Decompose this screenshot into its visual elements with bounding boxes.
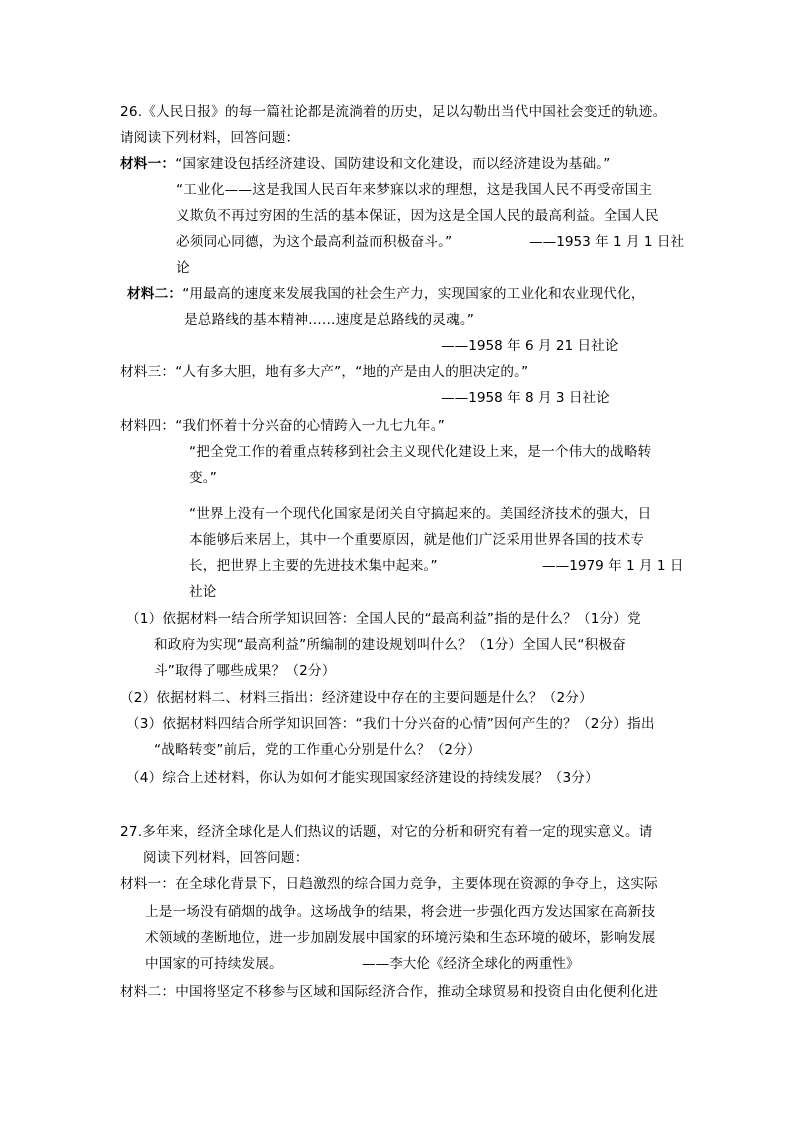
q26-intro-line-2: 请阅读下列材料，回答问题：: [120, 130, 300, 146]
material-label: 材料二：: [127, 286, 183, 302]
q26-material-4-line: “世界上没有一个现代化国家是闭关自守搞起来的。美国经济技术的强大，日: [189, 506, 652, 522]
q26-material-1-line: 必须同心同德，为这个最高利益而积极奋斗。”: [176, 234, 453, 250]
q27-material-1-line: 中国家的可持续发展。: [145, 956, 283, 972]
material-text: “我们怀着十分兴奋的心情跨入一九七九年。”: [175, 418, 445, 434]
material-text: “国家建设包括经济建设、国防建设和文化建设，而以经济建设为基础。”: [175, 156, 611, 172]
q27-material-1-source: ——李大伦《经济全球化的两重性》: [362, 956, 580, 972]
q26-material-1-first-line: [120, 155, 610, 173]
q27-material-2-first-line: [120, 983, 658, 1001]
q26-material-1-line: “工业化——这是我国人民百年来梦寐以求的理想，这是我国人民不再受帝国主: [176, 182, 653, 198]
q27-intro-line-2: 阅读下列材料，回答问题：: [143, 850, 309, 866]
material-text: 在全球化背景下，日趋激烈的综合国力竞争，主要体现在资源的争夺上，这实际: [175, 876, 658, 892]
material-text: “人有多大胆，地有多大产”，“地的产是由人的胆决定的。”: [175, 364, 529, 380]
q26-question-3: （3）依据材料四结合所学知识回答：“我们十分兴奋的心情”因何产生的？（2分）指出: [126, 716, 655, 732]
material-label: 材料三：: [120, 364, 176, 380]
q26-material-4-first-line: [120, 417, 445, 435]
material-text: “用最高的速度来发展我国的社会生产力，实现国家的工业化和农业现代化，: [182, 286, 645, 302]
material-label: 材料一：: [120, 876, 176, 892]
q27-material-1-first-line: [120, 875, 658, 893]
q26-material-3-source: ——1958 年 8 月 3 日社论: [441, 390, 610, 406]
q26-material-3-first-line: [120, 363, 528, 381]
q26-material-1-source-tail: 论: [176, 260, 190, 276]
q26-material-2-first-line: [127, 285, 645, 303]
material-label: 材料四：: [120, 418, 176, 434]
q27-intro-line-1: 27.多年来，经济全球化是人们热议的话题，对它的分析和研究有着一定的现实意义。请: [120, 824, 653, 840]
q26-material-4-source: ——1979 年 1 月 1 日: [542, 558, 684, 574]
q26-material-2-source: ——1958 年 6 月 21 日社论: [441, 338, 619, 354]
q26-material-4-line: 长，把世界上主要的先进技术集中起来。”: [189, 558, 438, 574]
q26-material-1-source: ——1953 年 1 月 1 日社: [529, 234, 685, 250]
q26-material-4-line: 本能够后来居上，其中一个重要原因，就是他们广泛采用世界各国的技术专: [189, 532, 645, 548]
q26-question-4: （4）综合上述材料，你认为如何才能实现国家经济建设的持续发展？（3分）: [126, 770, 599, 786]
q26-question-1-cont: 斗”取得了哪些成果？（2分）: [154, 663, 336, 679]
material-label: 材料二：: [120, 984, 176, 1000]
q26-question-3-cont: “战略转变”前后，党的工作重心分别是什么？（2分）: [154, 742, 481, 758]
q27-material-1-line: 上是一场没有硝烟的战争。这场战争的结果，将会进一步强化西方发达国家在高新技: [145, 904, 656, 920]
q26-material-4-line: “把全党工作的着重点转移到社会主义现代化建设上来，是一个伟大的战略转: [189, 444, 652, 460]
q26-intro-line-1: 26.《人民日报》的每一篇社论都是流淌着的历史，足以勾勒出当代中国社会变迁的轨迹。: [120, 104, 667, 120]
q26-material-2-line: 是总路线的基本精神……速度是总路线的灵魂。”: [184, 312, 475, 328]
material-label: 材料一：: [120, 156, 176, 172]
q26-material-1-line: 义欺负不再过穷困的生活的基本保证，因为这是全国人民的最高利益。全国人民: [176, 208, 659, 224]
q26-question-1: （1）依据材料一结合所学知识回答：全国人民的“最高利益”指的是什么？（1分）党: [126, 611, 641, 627]
q27-material-1-line: 术领域的垄断地位，进一步加剧发展中国家的环境污染和生态环境的破坏，影响发展: [145, 930, 656, 946]
q26-material-4-source-tail: 社论: [189, 584, 217, 600]
q26-question-1-cont: 和政府为实现“最高利益”所编制的建设规划叫什么？（1分）全国人民“积极奋: [154, 637, 626, 653]
material-text: 中国将坚定不移参与区域和国际经济合作，推动全球贸易和投资自由化便利化进: [175, 984, 658, 1000]
q26-material-4-line: 变。”: [189, 470, 218, 486]
q26-question-2: （2）依据材料二、材料三指出：经济建设中存在的主要问题是什么？（2分）: [120, 690, 593, 706]
